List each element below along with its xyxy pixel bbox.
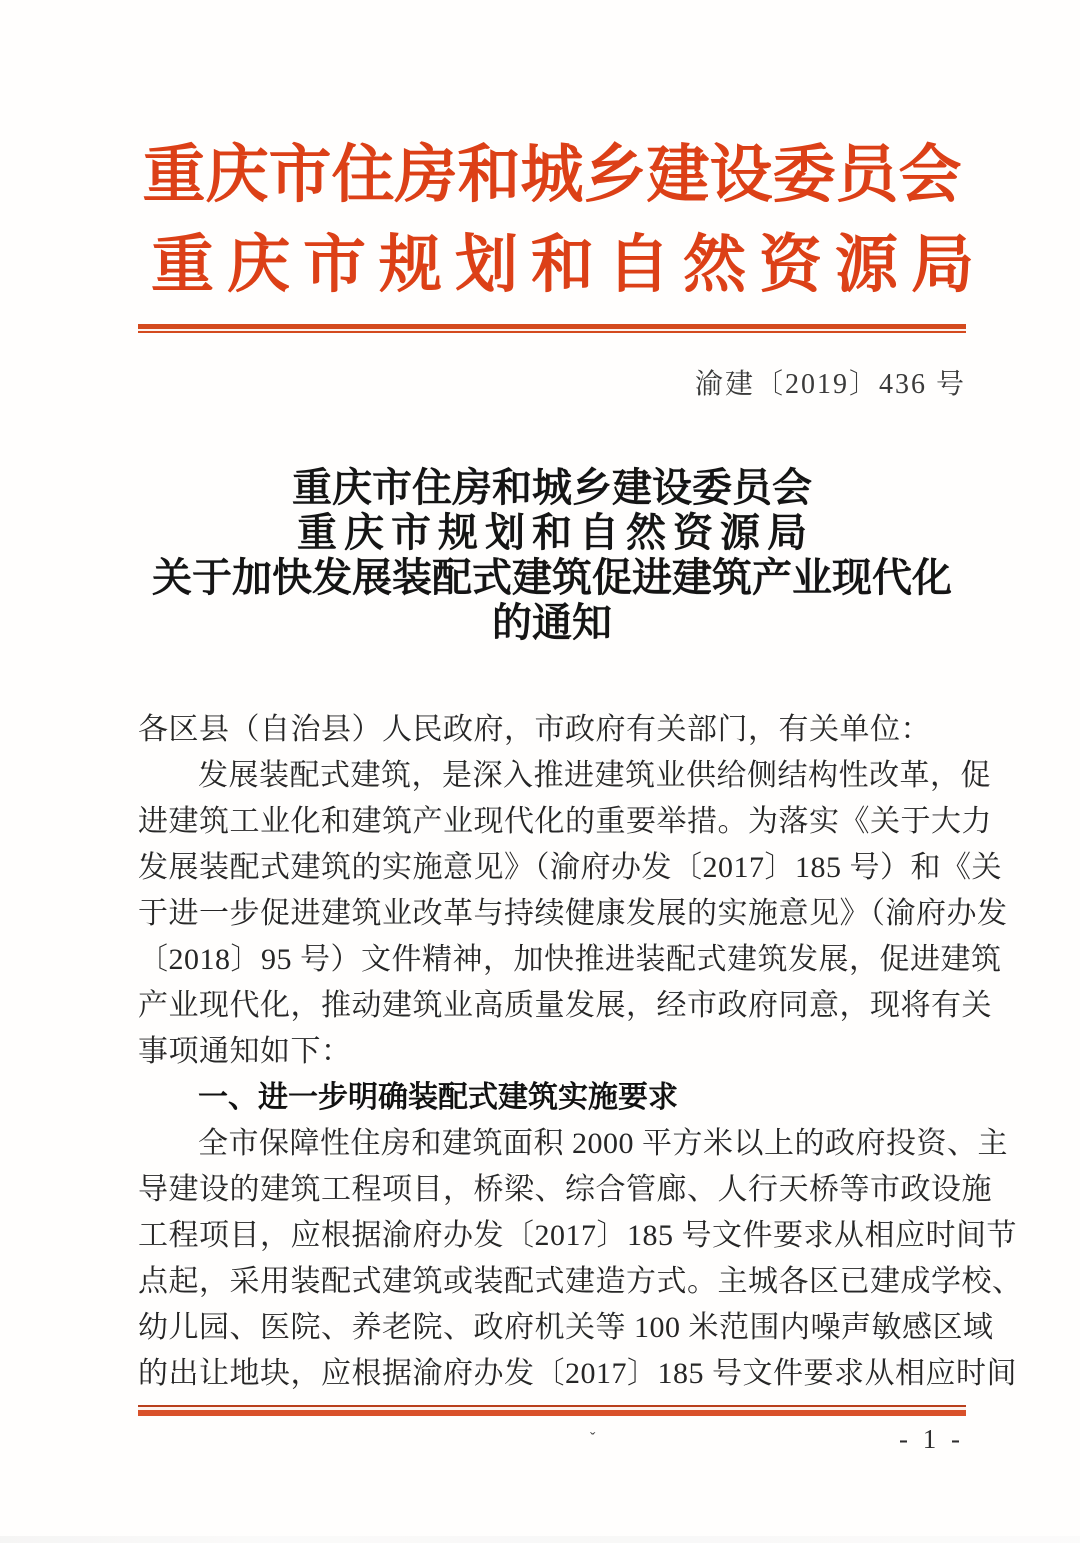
letterhead-agency-1: 重庆市住房和城乡建设委员会 <box>142 140 962 210</box>
para2-line: 点起，采用装配式建筑或装配式建造方式。主城各区已建成学校、 <box>138 1265 1023 1298</box>
section1-heading: 一、进一步明确装配式建筑实施要求 <box>198 1081 678 1114</box>
para2-line: 的出让地块，应根据渝府办发〔2017〕185 号文件要求从相应时间 <box>138 1357 1017 1390</box>
para2-line: 工程项目，应根据渝府办发〔2017〕185 号文件要求从相应时间节 <box>138 1219 1017 1252</box>
page-number: - 1 - <box>899 1424 964 1454</box>
letterhead-agency-2: 重庆市规划和自然资源局 <box>151 230 987 300</box>
document-title <box>138 465 966 645</box>
para2-line: 导建设的建筑工程项目，桥梁、综合管廊、人行天桥等市政设施 <box>138 1173 992 1206</box>
doc-number: 渝建〔2019〕436 号 <box>694 369 966 400</box>
para1-line: 于进一步促进建筑业改革与持续健康发展的实施意见》（渝府办发 <box>138 897 1008 930</box>
document-body <box>138 707 1023 1397</box>
title-line-4: 的通知 <box>492 600 612 645</box>
footer-divider-rule <box>138 1405 966 1416</box>
para1-line: 事项通知如下： <box>138 1035 352 1068</box>
letterhead-divider-rule <box>138 324 966 333</box>
scan-check-mark: ˇ <box>590 1430 596 1447</box>
para1-line: 进建筑工业化和建筑产业现代化的重要举措。为落实《关于大力 <box>138 805 992 838</box>
para2-line: 全市保障性住房和建筑面积 2000 平方米以上的政府投资、主 <box>198 1127 1008 1160</box>
salutation-line: 各区县（自治县）人民政府，市政府有关部门，有关单位： <box>138 713 931 746</box>
title-line-2: 重庆市规划和自然资源局 <box>297 510 814 555</box>
letterhead <box>138 0 987 310</box>
scan-artifact-smudge <box>0 1536 1080 1543</box>
footer <box>138 1424 966 1456</box>
para1-line: 产业现代化，推动建筑业高质量发展，经市政府同意，现将有关 <box>138 989 992 1022</box>
letterhead-rule-thin <box>138 331 966 333</box>
title-line-3: 关于加快发展装配式建筑促进建筑产业现代化 <box>152 555 952 600</box>
para1-line: 〔2018〕95 号）文件精神，加快推进装配式建筑发展，促进建筑 <box>138 943 1002 976</box>
footer-rule-thick <box>138 1410 966 1416</box>
para1-line: 发展装配式建筑，是深入推进建筑业供给侧结构性改革，促 <box>198 759 991 792</box>
para2-line: 幼儿园、医院、养老院、政府机关等 100 米范围内噪声敏感区域 <box>138 1311 994 1344</box>
title-line-1: 重庆市住房和城乡建设委员会 <box>292 465 812 510</box>
para1-line: 发展装配式建筑的实施意见》（渝府办发〔2017〕185 号）和《关 <box>138 851 1002 884</box>
